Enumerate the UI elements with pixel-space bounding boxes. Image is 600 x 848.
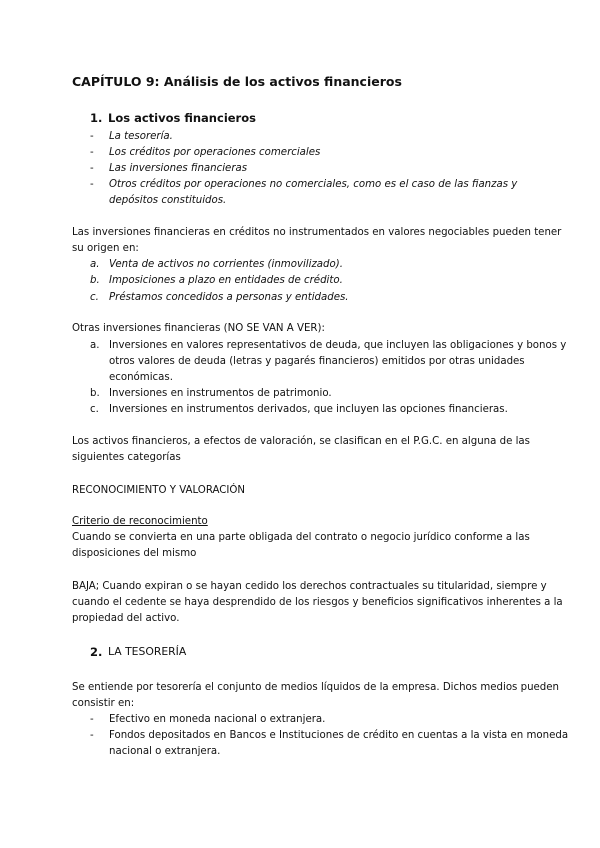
criterio-heading: Criterio de reconocimiento bbox=[72, 516, 208, 527]
list-item: Los créditos por operaciones comerciales bbox=[109, 147, 321, 158]
paragraph-line: propiedad del activo. bbox=[72, 613, 180, 624]
list-item-bullet: - bbox=[90, 131, 94, 142]
list-item: Inversiones en instrumentos derivados, que incluyen las opciones financieras. bbox=[109, 404, 508, 415]
list-item: Imposiciones a plazo en entidades de crédito. bbox=[109, 275, 343, 286]
list-item-continuation: económicas. bbox=[109, 372, 173, 383]
section-2-number: 2. bbox=[90, 645, 103, 659]
paragraph-line: cuando el cedente se haya desprendido de los riesgos y beneficios significativos inherentes a la bbox=[72, 597, 563, 608]
list-item: Fondos depositados en Bancos e Instituciones de crédito en cuentas a la vista en moneda bbox=[109, 730, 569, 741]
list-item-bullet: - bbox=[90, 147, 94, 158]
list-item-bullet: a. bbox=[90, 340, 100, 351]
list-item: Efectivo en moneda nacional o extranjera. bbox=[109, 714, 326, 725]
paragraph-line: Se entiende por tesorería el conjunto de medios líquidos de la empresa. Dichos medios pueden bbox=[72, 682, 559, 693]
list-item: Otros créditos por operaciones no comerciales, como es el caso de las fianzas y bbox=[109, 179, 518, 190]
list-item-bullet: a. bbox=[90, 259, 100, 270]
list-item: La tesorería. bbox=[109, 131, 173, 142]
list-item-bullet: b. bbox=[90, 388, 100, 399]
list-item-bullet: - bbox=[90, 714, 94, 725]
section-2-title: LA TESORERÍA bbox=[108, 645, 187, 658]
paragraph-line: su origen en: bbox=[72, 243, 139, 254]
list-item-bullet: - bbox=[90, 730, 94, 741]
list-item: Las inversiones financieras bbox=[109, 163, 248, 174]
list-item-continuation: nacional o extranjera. bbox=[109, 746, 221, 757]
list-item-bullet: - bbox=[90, 163, 94, 174]
list-item-bullet: c. bbox=[90, 292, 99, 303]
list-item: Préstamos concedidos a personas y entidades. bbox=[109, 292, 349, 303]
paragraph-line: BAJA; Cuando expiran o se hayan cedido los derechos contractuales su titularidad, siempre y bbox=[72, 581, 547, 592]
list-item: Inversiones en valores representativos de deuda, que incluyen las obligaciones y bonos y bbox=[109, 340, 567, 351]
paragraph-line: Cuando se convierta en una parte obligada del contrato o negocio jurídico conforme a las bbox=[72, 532, 530, 543]
paragraph-line: Otras inversiones financieras (NO SE VAN A VER): bbox=[72, 323, 325, 334]
paragraph-line: Las inversiones financieras en créditos no instrumentados en valores negociables pueden tener bbox=[72, 227, 562, 238]
list-item-bullet: c. bbox=[90, 404, 99, 415]
chapter-title: CAPÍTULO 9: Análisis de los activos financieros bbox=[72, 74, 402, 89]
paragraph-line: siguientes categorías bbox=[72, 452, 181, 463]
list-item-continuation: otros valores de deuda (letras y pagarés financieros) emitidos por otras unidades bbox=[109, 356, 525, 367]
paragraph-line: Los activos financieros, a efectos de valoración, se clasifican en el P.G.C. en alguna de las bbox=[72, 436, 530, 447]
subsection-heading: RECONOCIMIENTO Y VALORACIÓN bbox=[72, 485, 246, 496]
paragraph-line: disposiciones del mismo bbox=[72, 548, 197, 559]
list-item-continuation: depósitos constituidos. bbox=[109, 195, 227, 206]
list-item: Venta de activos no corrientes (inmovilizado). bbox=[109, 259, 343, 270]
paragraph-line: consistir en: bbox=[72, 698, 135, 709]
list-item-bullet: b. bbox=[90, 275, 100, 286]
list-item-bullet: - bbox=[90, 179, 94, 190]
section-1-number: 1. bbox=[90, 111, 103, 125]
list-item: Inversiones en instrumentos de patrimonio. bbox=[109, 388, 332, 399]
section-1-title: Los activos financieros bbox=[108, 111, 256, 125]
